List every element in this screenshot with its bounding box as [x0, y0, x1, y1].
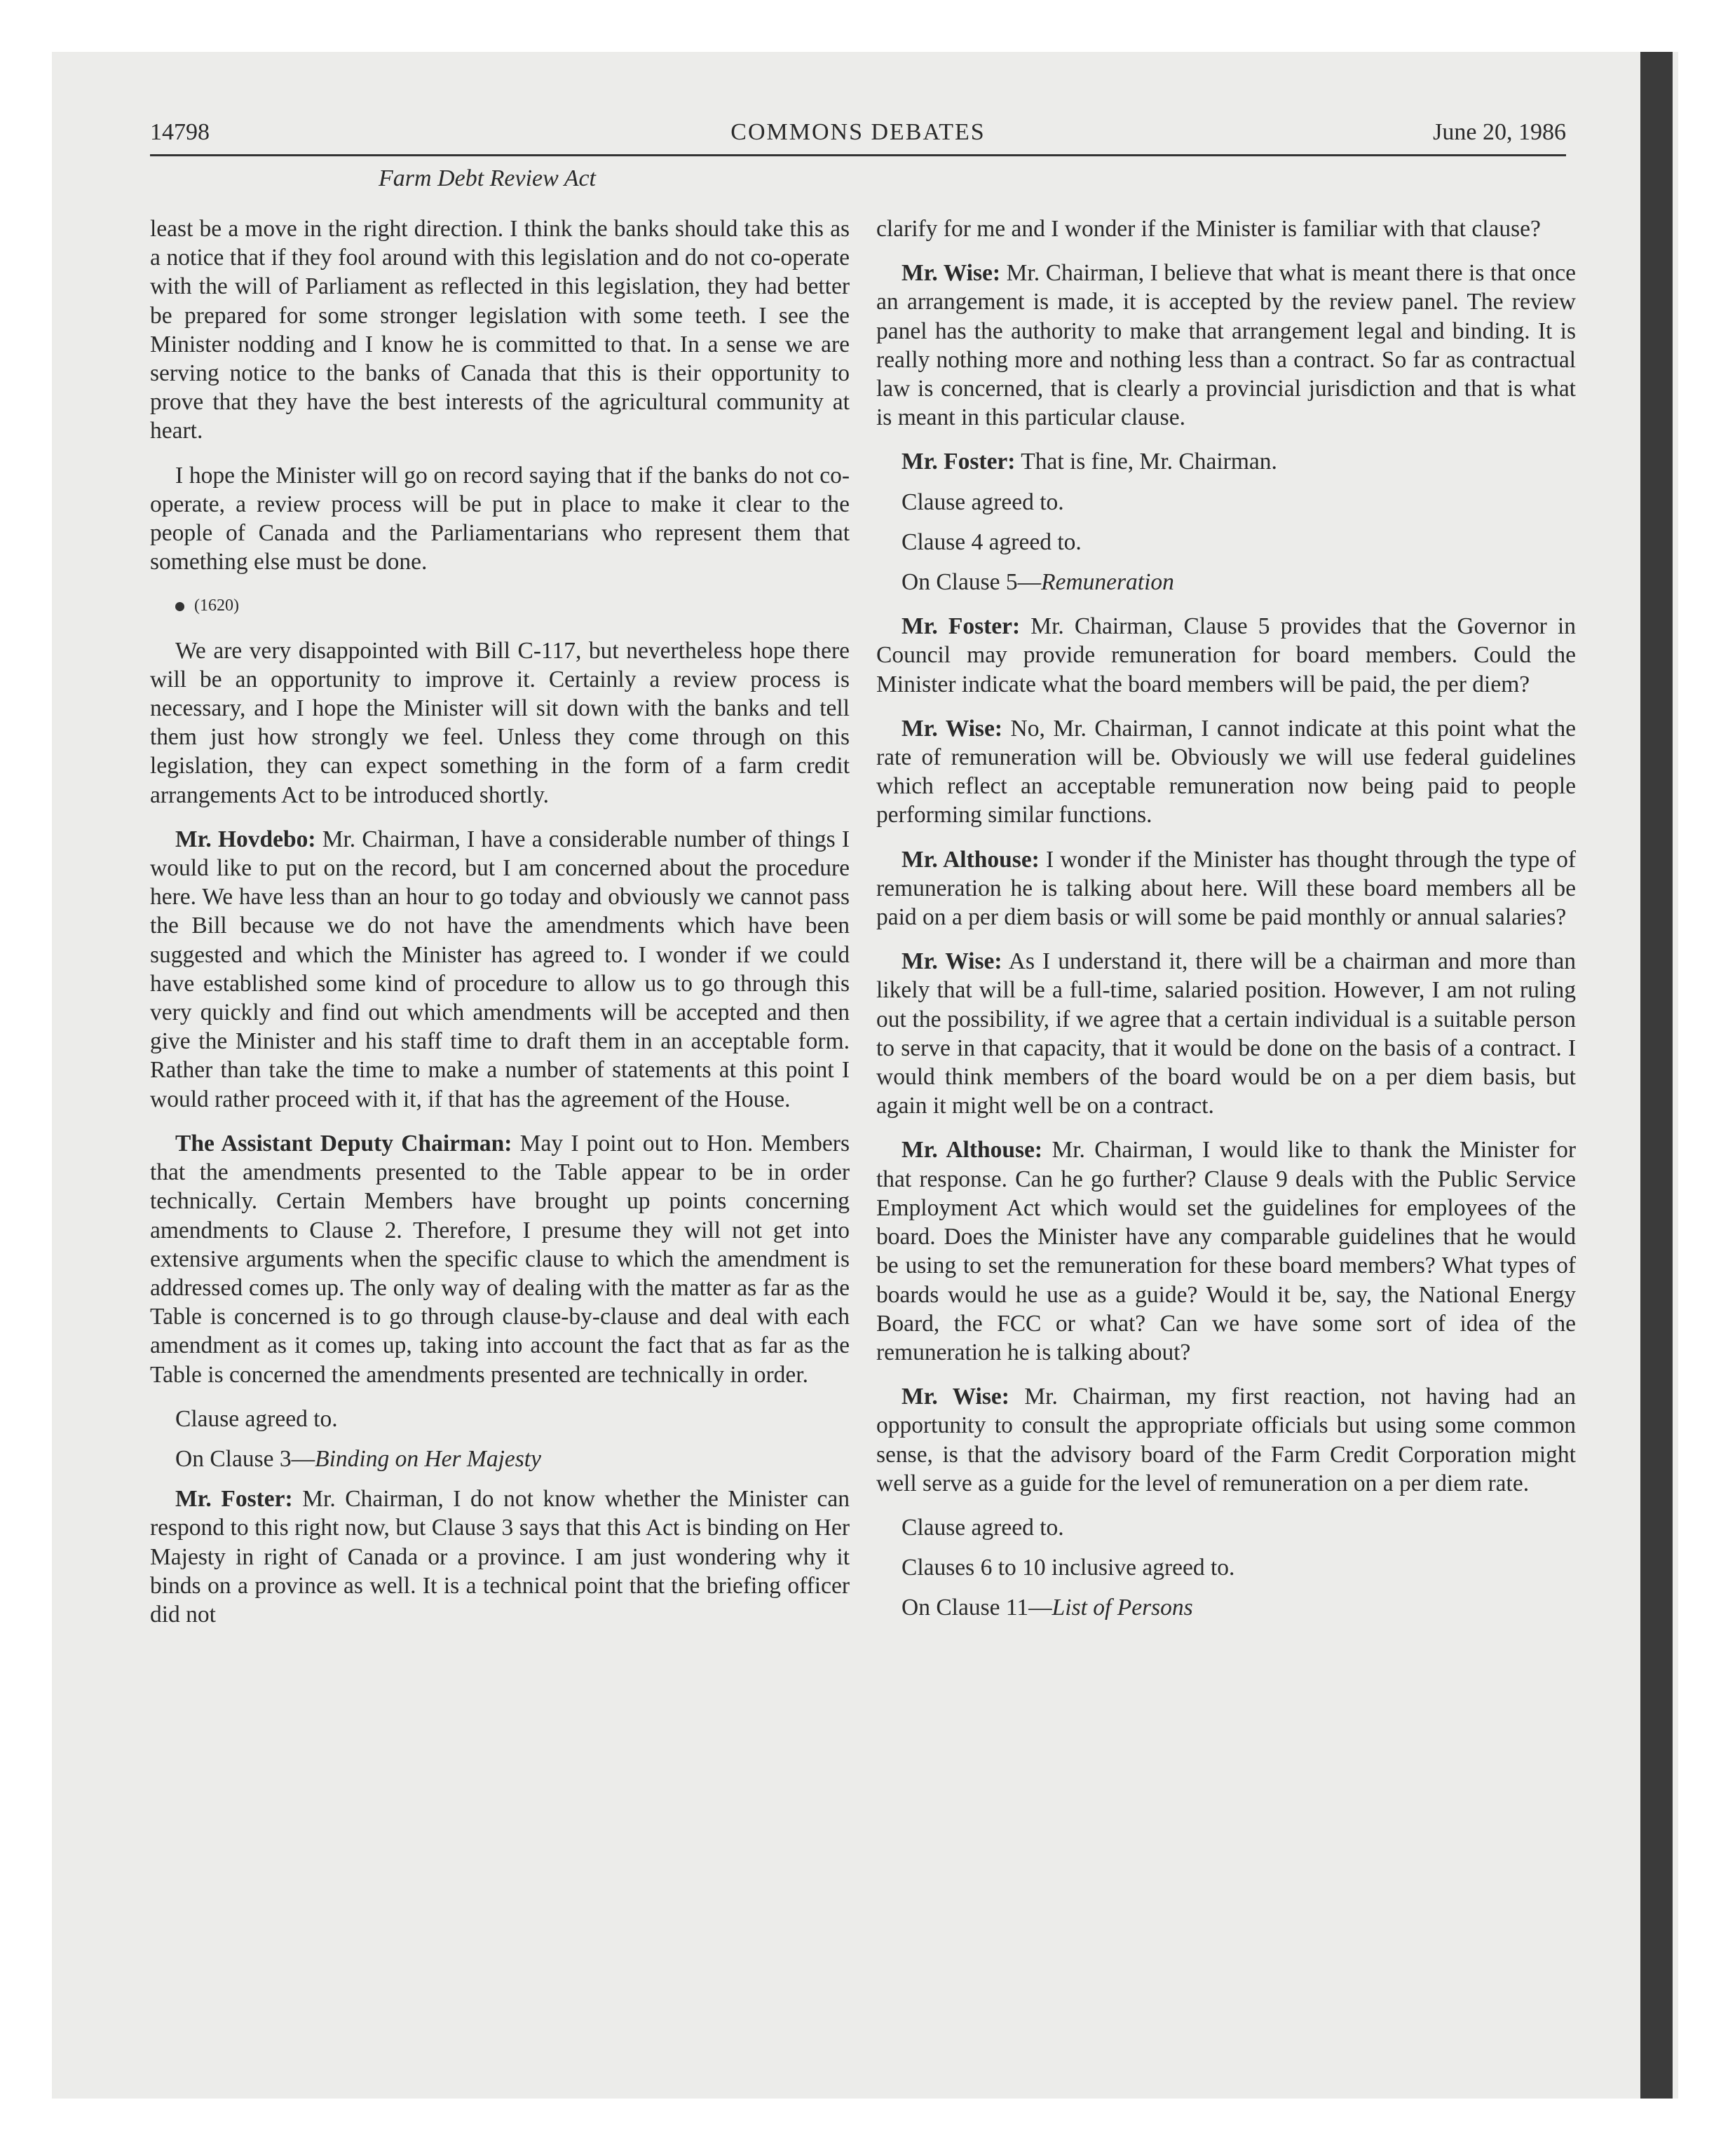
clause-title: Remuneration	[1041, 569, 1174, 596]
paragraph: clarify for me and I wonder if the Minister is familiar with that clause?	[876, 216, 1541, 242]
timestamp	[150, 592, 850, 620]
speech-text: Mr. Chairman, my first reaction, not having had an opportunity to consult the appropriate officials but using some common sense, is that the advisory board of the Farm Credit Corporation might well serve as a guide for the level of remuneration on a per diem rate.	[876, 1384, 1576, 1496]
speaker-name: Mr. Wise:	[901, 948, 1002, 975]
speech-text: No, Mr. Chairman, I cannot indicate at this point what the rate of remuneration will be. Obviously we will use federal guidelines which reflect an acceptable remuneration now being paid to people performing similar functions.	[876, 715, 1577, 828]
procedural-note: Clauses 6 to 10 inclusive agreed to.	[901, 1555, 1235, 1581]
speaker-name: Mr. Foster:	[175, 1486, 293, 1513]
speech	[876, 259, 1576, 432]
speech	[876, 845, 1576, 932]
speech	[150, 1485, 850, 1629]
speaker-name: Mr. Foster:	[901, 449, 1016, 475]
speech-text: I wonder if the Minister has thought through the type of remuneration he is talking about here. Will these board members all be paid on a per diem basis or will some be paid monthly or annual salaries?	[876, 846, 1576, 931]
speech	[150, 825, 850, 1114]
speech	[876, 1135, 1576, 1367]
running-title: Farm Debt Review Act	[379, 165, 597, 191]
speaker-name: Mr. Wise:	[901, 1384, 1009, 1410]
clause-heading	[150, 1445, 850, 1473]
timestamp-text: (1620)	[194, 596, 239, 615]
clause-prefix: On Clause 5—	[901, 569, 1042, 596]
journal-title: COMMONS DEBATES	[730, 119, 986, 145]
procedural-note: Clause agreed to.	[175, 1405, 338, 1432]
speaker-name: The Assistant Deputy Chairman:	[175, 1130, 512, 1157]
speech	[876, 447, 1576, 476]
speech	[876, 714, 1576, 830]
speech	[150, 1129, 850, 1389]
speech	[876, 947, 1576, 1120]
speech-text: As I understand it, there will be a chairman and more than likely that will be a full-time, salaried position. However, I am not ruling out the possibility, if we agree that a certain individual is a suitable person to serve in that capacity, that it would be done on the basis of a contract. I would think members of the board would be on a per diem basis, but again it might well be on a contract.	[876, 948, 1576, 1119]
speaker-name: Mr. Foster:	[901, 613, 1021, 640]
speech-text: Mr. Chairman, I believe that what is meant there is that once an arrangement is made, it is accepted by the review panel. The review panel has the authority to make that arrangement legal and binding. It is really nothing more and nothing less than a contract. So far as contractual law is concerned, that is clearly a provincial jurisdiction and that is what is meant in this particular clause.	[876, 260, 1577, 431]
right-column	[876, 214, 1576, 1634]
paragraph: We are very disappointed with Bill C-117, but nevertheless hope there will be an opportunity to improve it. Certainly a review process is necessary, and I hope the Minister will sit down with the banks and tell them just how strongly we feel. Unless they come through on this legislation, they can expect something in the form of a farm credit arrangements Act to be introduced shortly.	[150, 637, 850, 808]
speaker-name: Mr. Wise:	[901, 715, 1002, 742]
paragraph: least be a move in the right direction. I think the banks should take this as a notice that if they fool around with this legislation and do not co-operate with the will of Parliament as reflected in this legislation, they had better be prepared for some stronger legislation with some teeth. I see the Minister nodding and I know he is committed to that. In a sense we are serving notice to the banks of Canada that this is their opportunity to prove that they have the best interests of the agricultural community at heart.	[150, 216, 850, 444]
speaker-name: Mr. Wise:	[901, 260, 1001, 287]
speech-text: Mr. Chairman, I would like to thank the Minister for that response. Can he go further? Clause 9 deals with the Public Service Employment Act which would set the guidelines for employees of the board. Does the Minister have any comparable guidelines that he would be using to set the remuneration for these board members? What types of boards would he use as a guide? Would it be, say, the National Energy Board, the FCC or what? Can we have some sort of idea of the remuneration he is talking about?	[876, 1137, 1577, 1365]
scan-edge-strip	[1640, 52, 1673, 2099]
header-rule	[150, 154, 1566, 156]
clause-title: List of Persons	[1052, 1595, 1193, 1621]
clause-heading	[876, 568, 1576, 596]
procedural-note: Clause agreed to.	[901, 489, 1064, 515]
procedural-note: Clause agreed to.	[901, 1514, 1064, 1541]
clause-prefix: On Clause 11—	[901, 1595, 1052, 1621]
page-number: 14798	[150, 119, 210, 145]
procedural-note: Clause 4 agreed to.	[901, 528, 1082, 555]
paragraph: I hope the Minister will go on record saying that if the banks do not co-operate, a review process will be put in place to make it clear to the people of Canada and the Parliamentarians who represent them that something else must be done.	[150, 462, 850, 575]
speech	[876, 1382, 1576, 1498]
speaker-name: Mr. Hovdebo:	[175, 826, 316, 852]
bullet-icon	[175, 602, 184, 611]
speech-text: May I point out to Hon. Members that the amendments presented to the Table appear to be in order technically. Certain Members have brought up points concerning amendments to Clause 2. Therefore, I presume they will not get into extensive arguments when the specific clause to which the amendment is addressed comes up. The only way of dealing with the matter as far as the Table is concerned is to go through clause-by-clause and deal with each amendment as it comes up, taking into account the fact that as far as the Table is concerned the amendments presented are technically in order.	[150, 1130, 850, 1388]
speaker-name: Mr. Althouse:	[901, 846, 1040, 873]
clause-title: Binding on Her Majesty	[315, 1445, 541, 1472]
clause-prefix: On Clause 3—	[175, 1445, 315, 1472]
speech-text: Mr. Chairman, I do not know whether the Minister can respond to this right now, but Clause 3 says that this Act is binding on Her Majesty in right of Canada or a province. I am just wondering why it binds on a province as well. It is a technical point that the briefing officer did not	[150, 1486, 850, 1628]
speaker-name: Mr. Althouse:	[901, 1137, 1043, 1164]
speech-text: Mr. Chairman, Clause 5 provides that the Governor in Council may provide remuneration for board members. Could the Minister indicate what the board members will be paid, the per diem?	[876, 613, 1576, 697]
speech-text: Mr. Chairman, I have a considerable number of things I would like to put on the record, but I am concerned about the procedure here. We have less than an hour to go today and obviously we cannot pass the Bill because we do not have the amendments which have been suggested and which the Minister has agreed to. I wonder if we could have established some kind of procedure to allow us to go through this very quickly and find out which amendments will be accepted and then give the Minister and his staff time to draft them in an acceptable form. Rather than take the time to make a number of statements at this point I would rather proceed with it, if that has the agreement of the House.	[150, 826, 850, 1112]
left-column	[150, 214, 850, 1644]
page-header	[150, 119, 1566, 154]
clause-heading	[876, 1593, 1576, 1622]
speech-text: That is fine, Mr. Chairman.	[1015, 449, 1277, 475]
speech	[876, 612, 1576, 699]
issue-date: June 20, 1986	[1433, 119, 1566, 145]
